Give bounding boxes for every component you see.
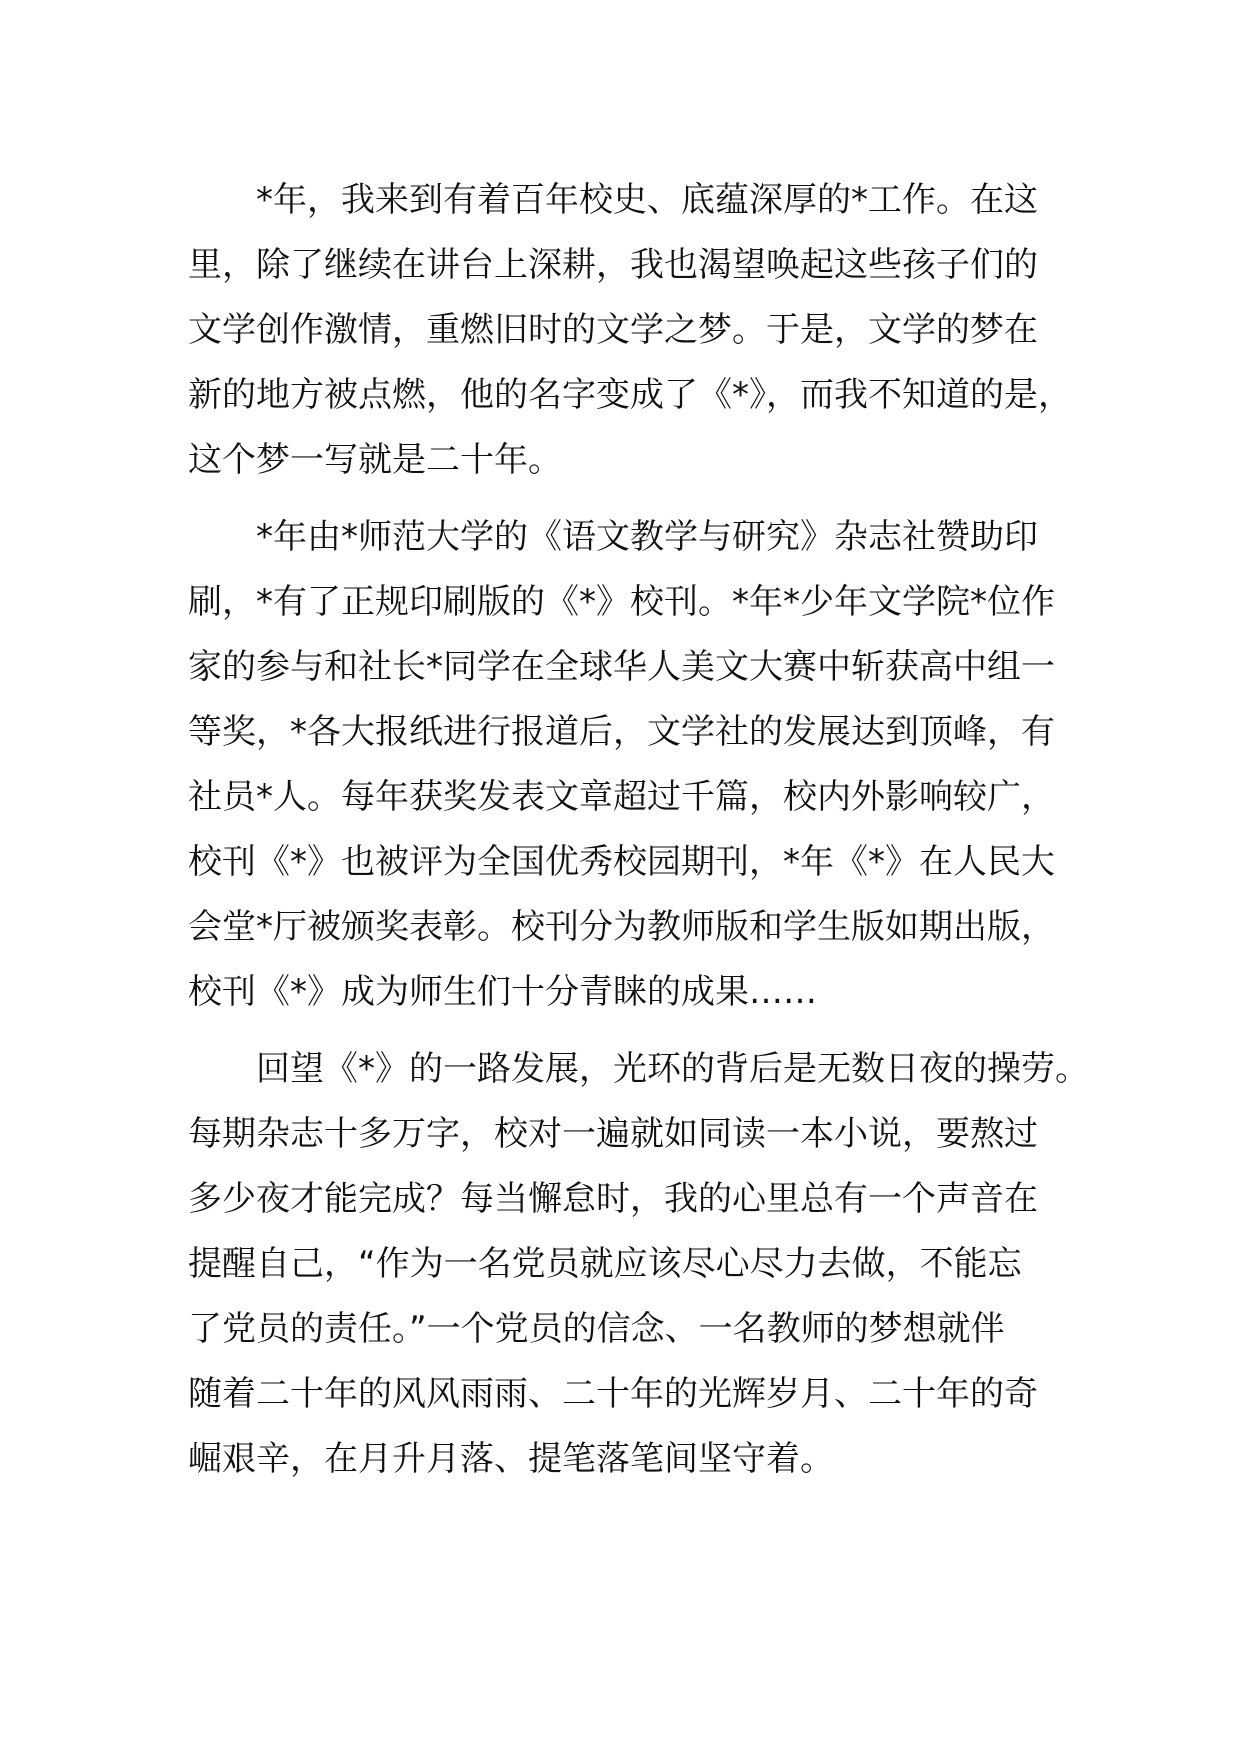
paragraph-1	[188, 168, 1088, 493]
paragraph-line: 新的地方被点燃，他的名字变成了《*》，而我不知道的是，	[188, 375, 1072, 415]
paragraph-line: 里，除了继续在讲台上深耕，我也渴望唤起这些孩子们的	[188, 245, 1038, 285]
paragraph-line: 会堂*厅被颁奖表彰。校刊分为教师版和学生版如期出版，	[188, 907, 1055, 947]
paragraph-3	[188, 1037, 1088, 1492]
paragraph-spacer	[188, 493, 1088, 505]
paragraph-line: 文学创作激情，重燃旧时的文学之梦。于是，文学的梦在	[188, 310, 1038, 350]
paragraph-line: 每期杂志十多万字，校对一遍就如同读一本小说，要熬过	[188, 1114, 1038, 1154]
paragraph-line: *年由*师范大学的《语文教学与研究》杂志社赞助印	[256, 517, 1038, 557]
paragraph-spacer	[188, 1025, 1088, 1037]
paragraph-line: 提醒自己，“作为一名党员就应该尽心尽力去做，不能忘	[188, 1244, 1022, 1284]
paragraph-line: 校刊《*》也被评为全国优秀校园期刊，*年《*》在人民大	[188, 842, 1055, 882]
paragraph-line: 随着二十年的风风雨雨、二十年的光辉岁月、二十年的奇	[188, 1374, 1038, 1414]
paragraph-line: 校刊《*》成为师生们十分青睐的成果……	[188, 972, 817, 1012]
body-text	[188, 168, 1088, 1492]
paragraph-line: 崛艰辛，在月升月落、提笔落笔间坚守着。	[188, 1439, 834, 1479]
paragraph-line: 家的参与和社长*同学在全球华人美文大赛中斩获高中组一	[188, 647, 1055, 687]
paragraph-line: 等奖，*各大报纸进行报道后，文学社的发展达到顶峰，有	[188, 712, 1055, 752]
paragraph-line: 这个梦一写就是二十年。	[188, 440, 562, 480]
paragraph-line: 刷，*有了正规印刷版的《*》校刊。*年*少年文学院*位作	[188, 582, 1055, 622]
paragraph-line: 回望《*》的一路发展，光环的背后是无数日夜的操劳。	[256, 1049, 1089, 1089]
paragraph-line: 多少夜才能完成？每当懈怠时，我的心里总有一个声音在	[188, 1179, 1038, 1219]
paragraph-line: 社员*人。每年获奖发表文章超过千篇，校内外影响较广，	[188, 777, 1055, 817]
paragraph-line: 了党员的责任。”一个党员的信念、一名教师的梦想就伴	[188, 1309, 1005, 1349]
paragraph-2	[188, 505, 1088, 1025]
paragraph-line: *年，我来到有着百年校史、底蕴深厚的*工作。在这	[256, 180, 1038, 220]
